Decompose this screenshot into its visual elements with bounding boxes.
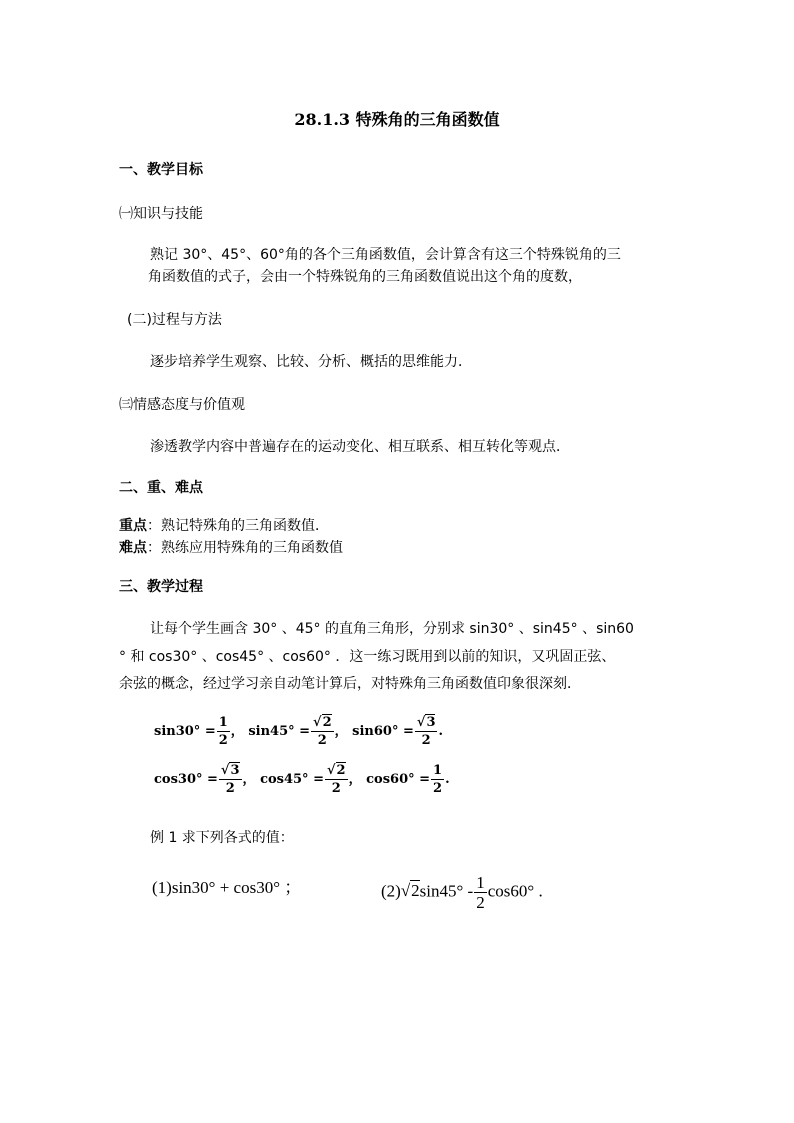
difficult-point-text: ：熟练应用特殊角的三角函数值 <box>147 540 343 556</box>
sin60-fraction: $\frac{√3}{2}$ <box>416 715 436 748</box>
page-title: 28.1.3 特殊角的三角函数值 <box>294 110 500 129</box>
paragraph-process-line1: 让每个学生画含 30° 、45° 的直角三角形，分别求 sin30° 、sin45° 、sin60 <box>150 621 634 637</box>
paragraph-process-line2: ° 和 cos30° 、cos45° 、cos60° ．这一练习既用到以前的知识，又巩固正弦、 <box>119 649 616 665</box>
cos60-lhs: cos60° = <box>366 772 431 787</box>
paragraph-knowledge-line2: 角函数值的式子，会由一个特殊锐角的三角函数值说出这个角的度数， <box>148 269 582 285</box>
cos30-lhs: cos30° = <box>154 772 218 787</box>
sin45-fraction: $\frac{√2}{2}$ <box>313 715 332 748</box>
section-heading-objectives: 一、教学目标 <box>119 162 203 178</box>
paragraph-knowledge-line1: 熟记 30°、45°、60°角的各个三角函数值，会计算含有这三个特殊锐角的三 <box>150 247 621 263</box>
sqrt-sign: √2 <box>326 763 346 778</box>
half-fraction: $\frac{1}{2}$ <box>476 873 485 912</box>
formula-sin-row: sin30° = $\frac{1}{2}$ ， sin45° = $\frac{√2}{2}$ ， sin60° = $\frac{√3}{2}$ . <box>154 715 444 748</box>
sqrt-sign: √2 <box>400 881 420 901</box>
example-label: 例 1 求下列各式的值： <box>150 830 294 846</box>
paragraph-process: 逐步培养学生观察、比较、分析、概括的思维能力． <box>150 354 472 370</box>
difficult-point-label: 难点 <box>119 540 147 556</box>
example-expression-2: (2)√2sin45° - $\frac{1}{2}$ cos60° . <box>381 873 543 912</box>
cos45-lhs: cos45° = <box>260 772 324 787</box>
subheading-process-method: (二)过程与方法 <box>127 312 222 328</box>
cos45-fraction: $\frac{√2}{2}$ <box>326 763 346 796</box>
example-expression-1: (1)sin30° + cos30° ； <box>152 878 302 897</box>
sin45-lhs: sin45° = <box>248 724 311 739</box>
sin30-fraction: $\frac{1}{2}$ <box>218 715 228 748</box>
key-point-label: 重点 <box>119 518 147 534</box>
key-point-text: ：熟记特殊角的三角函数值． <box>147 518 329 534</box>
formula-cos-row: cos30° = $\frac{√3}{2}$ ， cos45° = $\frac{√2}{2}$ ， cos60° = $\frac{1}{2}$ . <box>154 763 450 796</box>
sqrt-sign: √2 <box>313 715 332 730</box>
paragraph-attitude: 渗透教学内容中普遍存在的运动变化、相互联系、相互转化等观点． <box>150 439 570 455</box>
subheading-knowledge-skills: ㈠知识与技能 <box>119 206 203 222</box>
paragraph-process-line3: 余弦的概念，经过学习亲自动笔计算后，对特殊角三角函数值印象很深刻． <box>119 676 581 692</box>
cos60-fraction: $\frac{1}{2}$ <box>433 763 443 796</box>
section-heading-key-points: 二、重、难点 <box>119 480 203 496</box>
subheading-attitude-values: ㈢情感态度与价值观 <box>119 397 245 413</box>
sin60-lhs: sin60° = <box>352 724 414 739</box>
cos30-fraction: $\frac{√3}{2}$ <box>220 763 240 796</box>
sin30-lhs: sin30° = <box>154 724 216 739</box>
key-point-line <box>119 515 329 535</box>
section-heading-teaching-process: 三、教学过程 <box>119 579 203 595</box>
sqrt-sign: √3 <box>416 715 436 730</box>
sqrt-sign: √3 <box>220 763 240 778</box>
difficult-point-line <box>119 537 343 557</box>
